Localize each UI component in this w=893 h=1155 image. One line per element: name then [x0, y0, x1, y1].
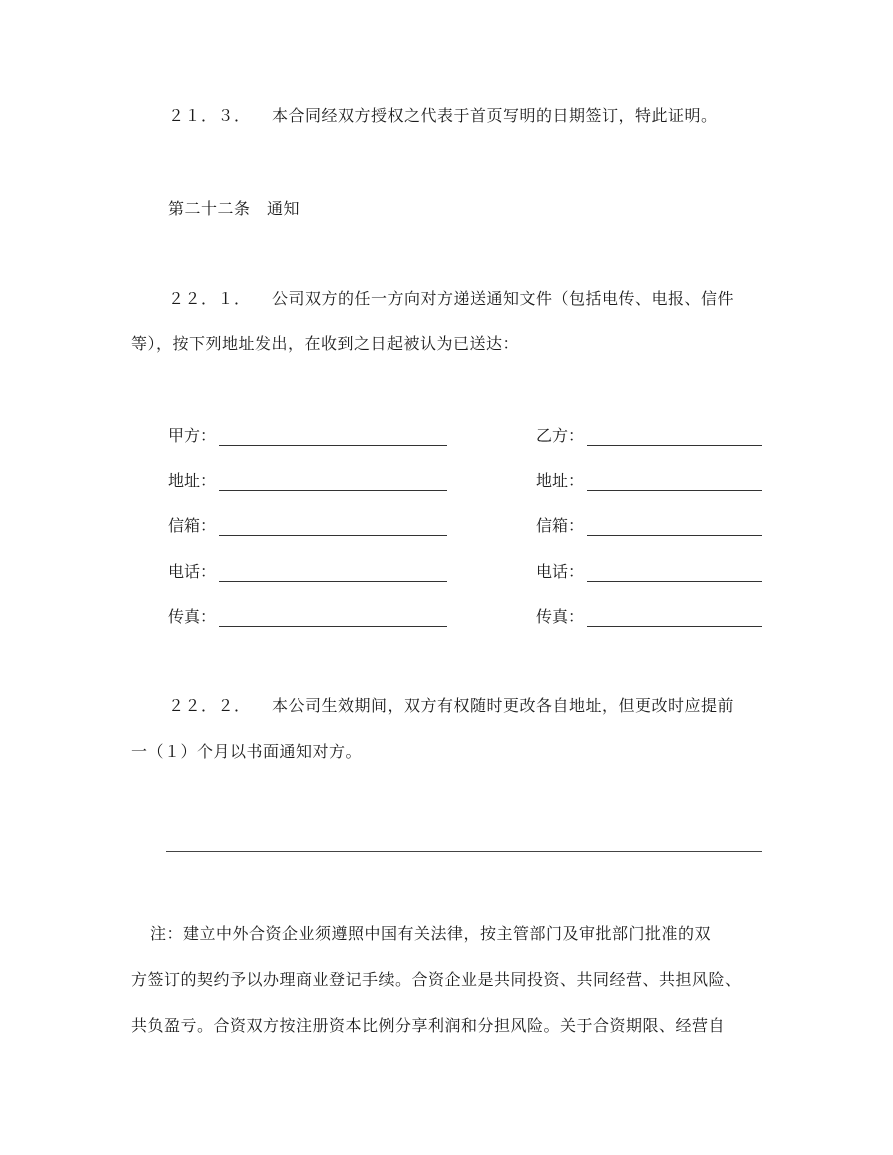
clause-22-2-line1: [168, 694, 734, 718]
party-a-phone-label: 电话：: [168, 562, 217, 581]
article-22-title: 第二十二条 通知: [168, 199, 301, 218]
clause-21-3: [168, 104, 718, 128]
party-a-name-blank: [219, 445, 447, 446]
clause-text: 公司双方的任一方向对方递送通知文件（包括电传、电报、信件: [272, 289, 735, 308]
section-divider: [166, 851, 762, 852]
clause-text: 本公司生效期间，双方有权随时更改各自地址，但更改时应提前: [272, 696, 735, 715]
party-a-mailbox-label: 信箱：: [168, 516, 217, 535]
party-b-name-label: 乙方：: [536, 426, 585, 445]
note-line2: 方签订的契约予以办理商业登记手续。合资企业是共同投资、共同经营、共担风险、: [131, 970, 742, 989]
clause-number: ２２．１．: [168, 289, 251, 308]
party-a-address-blank: [219, 490, 447, 491]
clause-number: ２２．２．: [168, 696, 251, 715]
party-a-phone-blank: [219, 581, 447, 582]
party-a-fax-label: 传真：: [168, 607, 217, 626]
party-a-address-label: 地址：: [168, 471, 217, 490]
party-b-mailbox-blank: [587, 535, 762, 536]
party-b-phone-label: 电话：: [536, 562, 585, 581]
party-a-name-label: 甲方：: [168, 426, 217, 445]
clause-number: ２１．３．: [168, 106, 251, 125]
party-b-mailbox-label: 信箱：: [536, 516, 585, 535]
note-line1: 注：建立中外合资企业须遵照中国有关法律，按主管部门及审批部门批准的双: [150, 924, 712, 943]
note-line3: 共负盈亏。合资双方按注册资本比例分享利润和分担风险。关于合资期限、经营自: [131, 1016, 726, 1035]
clause-text: 本合同经双方授权之代表于首页写明的日期签订，特此证明。: [272, 106, 718, 125]
party-b-address-label: 地址：: [536, 471, 585, 490]
party-a-mailbox-blank: [219, 535, 447, 536]
party-b-fax-label: 传真：: [536, 607, 585, 626]
clause-22-2-line2: 一（１）个月以书面通知对方。: [131, 742, 363, 761]
party-a-fax-blank: [219, 626, 447, 627]
party-b-name-blank: [587, 445, 762, 446]
party-b-address-blank: [587, 490, 762, 491]
clause-22-1-line2: 等），按下列地址发出，在收到之日起被认为已送达：: [131, 334, 520, 353]
party-b-phone-blank: [587, 581, 762, 582]
clause-22-1-line1: [168, 287, 734, 311]
party-b-fax-blank: [587, 626, 762, 627]
